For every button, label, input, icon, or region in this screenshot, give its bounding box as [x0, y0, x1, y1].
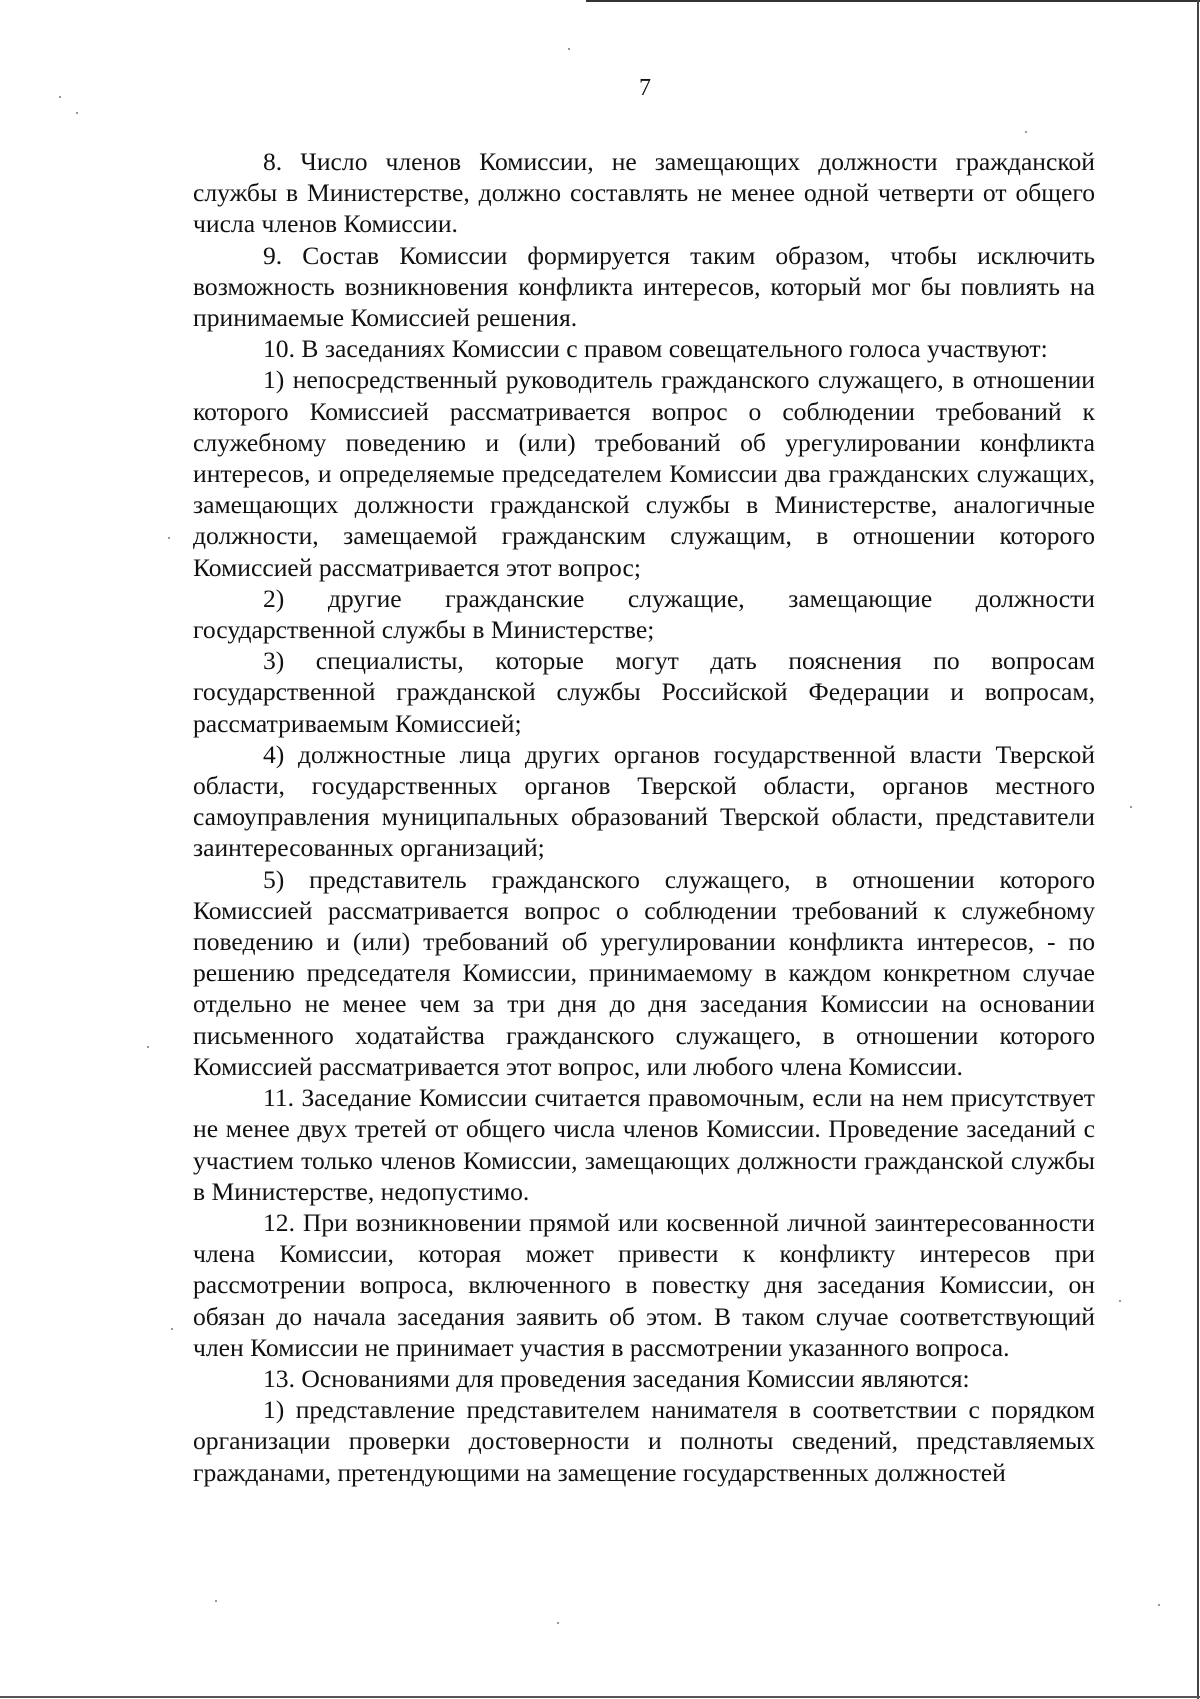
scan-speck: [568, 48, 570, 50]
scan-speck: [147, 1046, 149, 1048]
paragraph-item-10-5: 5) представитель гражданского служащего, в отношении которого Комиссией рассматривается вопрос о соблюдении требований к служебному поведению и (или) требований об урегулировании конфликта интересов, - по решению председателя Комиссии, принимаемому в каждом конкретном случае отдельно не менее чем за три дня до дня заседания Комиссии на основании письменного ходатайства гражданского служащего, в отношении которого Комиссией рассматривается этот вопрос, или любого члена Комиссии.: [193, 864, 1095, 1081]
scan-speck: [59, 96, 61, 98]
page-number: 7: [639, 75, 651, 101]
paragraph-item-11: 11. Заседание Комиссии считается правомочным, если на нем присутствует не менее двух третей от общего числа членов Комиссии. Проведение заседаний с участием только членов Комиссии, замещающих должности гражданской службы в Министерстве, недопустимо.: [193, 1083, 1095, 1206]
paragraph-item-10-3: 3) специалисты, которые могут дать пояснения по вопросам государственной гражданской службы Российской Федерации и вопросам, рассматриваемым Комиссией;: [193, 646, 1095, 738]
document-body: [193, 146, 1095, 1488]
scan-speck: [557, 1622, 559, 1624]
scan-speck: [215, 1600, 217, 1602]
bottom-scan-edge: [0, 1696, 1200, 1698]
scan-speck: [1025, 131, 1027, 133]
right-scan-edge: [1197, 0, 1199, 1699]
scan-speck: [171, 1328, 173, 1330]
paragraph-item-9: 9. Состав Комиссии формируется таким образом, чтобы исключить возможность возникновения конфликта интересов, который мог бы повлиять на принимаемые Комиссией решения.: [193, 240, 1095, 333]
scan-speck: [1158, 1604, 1160, 1606]
scan-speck: [168, 537, 170, 539]
paragraph-item-10-1: 1) непосредственный руководитель гражданского служащего, в отношении которого Комиссией рассматривается вопрос о соблюдении требований к служебному поведению и (или) требований об урегулировании конфликта интересов, и определяемые председателем Комиссии два гражданских служащих, замещающих должности гражданской службы в Министерстве, аналогичные должности, замещаемой гражданским служащим, в отношении которого Комиссией рассматривается этот вопрос;: [193, 365, 1095, 582]
paragraph-item-10-2: 2) другие гражданские служащие, замещающие должности государственной службы в Министерстве;: [193, 583, 1095, 645]
scan-speck: [1130, 806, 1132, 808]
scan-speck: [1119, 1300, 1121, 1302]
paragraph-item-13-1: 1) представление представителем нанимателя в соответствии с порядком организации проверки достоверности и полноты сведений, представляемых гражданами, претендующими на замещение государственных должностей: [193, 1395, 1095, 1487]
top-scan-edge: [586, 0, 1200, 2]
paragraph-item-10-4: 4) должностные лица других органов государственной власти Тверской области, государственных органов Тверской области, органов местного самоуправления муниципальных образований Тверской области, представители заинтересованных организаций;: [193, 739, 1095, 863]
paragraph-item-12: 12. При возникновении прямой или косвенной личной заинтересованности члена Комиссии, которая может привести к конфликту интересов при рассмотрении вопроса, включенного в повестку дня заседания Комиссии, он обязан до начала заседания заявить об этом. В таком случае соответствующий член Комиссии не принимает участия в рассмотрении указанного вопроса.: [193, 1207, 1095, 1362]
paragraph-item-13: 13. Основаниями для проведения заседания Комиссии являются:: [263, 1363, 970, 1393]
paragraph-item-8: 8. Число членов Комиссии, не замещающих должности гражданской службы в Министерстве, должно составлять не менее одной четверти от общего числа членов Комиссии.: [193, 147, 1095, 239]
scan-speck: [76, 112, 78, 114]
paragraph-item-10: 10. В заседаниях Комиссии с правом совещательного голоса участвуют:: [263, 334, 1048, 364]
